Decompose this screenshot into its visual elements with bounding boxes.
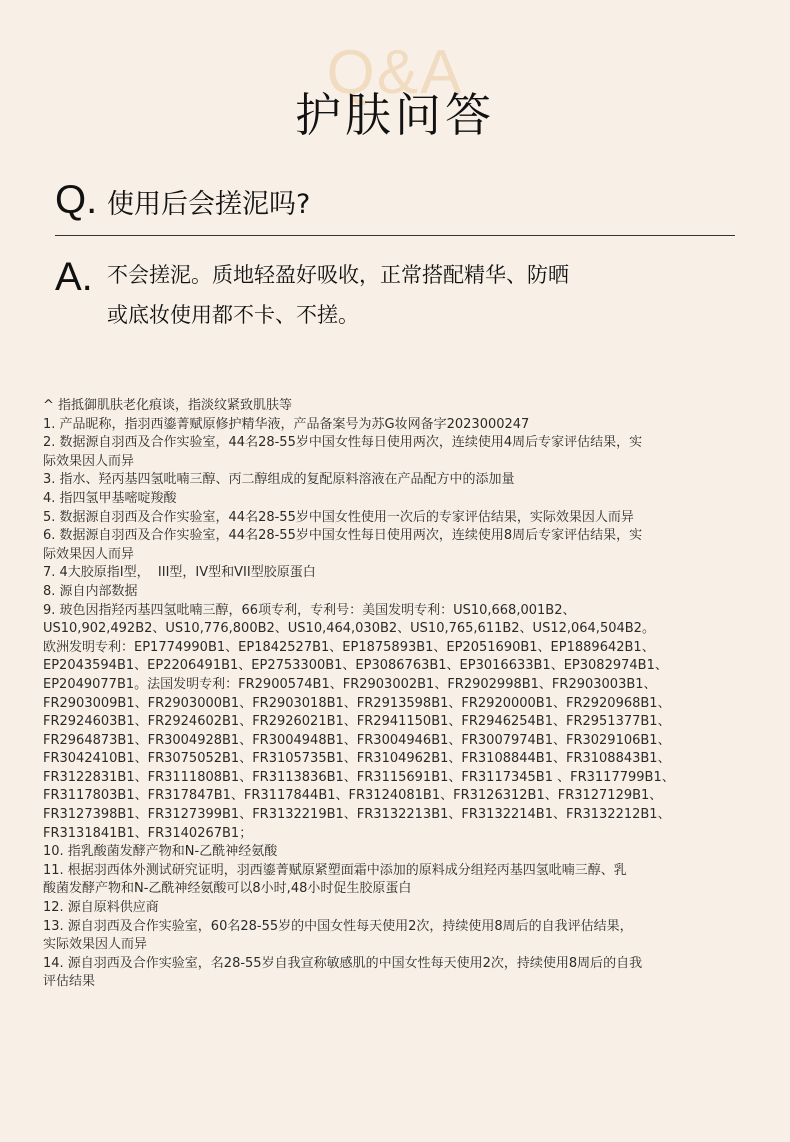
footnote-line: 7. 4大胶原指I型， III型，IV型和VII型胶原蛋白 [43,565,316,581]
footnote-line: 评估结果 [43,974,96,990]
footnote-line: 11. 根据羽西体外测试研究证明，羽西鎏菁赋原紧塑面霜中添加的原料成分组羟丙基四氢吡喃三醇、乳 [43,862,627,878]
footnote-line: 欧洲发明专利：EP1774990B1、EP1842527B1、EP1875893B1、EP2051690B1、EP1889642B1、 [43,639,655,655]
footnote-line: 6. 数据源自羽西及合作实验室，44名28-55岁中国女性每日使用两次，连续使用8周后专家评估结果，实 [43,528,643,544]
footnote-line: 4. 指四氢甲基嘧啶羧酸 [43,490,177,506]
footnote-line: FR3117803B1、FR317847B1、FR3117844B1、FR3124081B1、FR3126312B1、FR3127129B1、 [43,788,663,804]
answer-line: 不会搓泥。质地轻盈好吸收，正常搭配精华、防晒 [107,263,569,287]
footnote-line: FR3122831B1、FR3111808B1、FR3113836B1、FR3115691B1、FR3117345B1 、FR3117799B1、 [43,769,675,785]
footnote-line: FR3131841B1、FR3140267B1； [43,825,253,841]
answer-row [55,255,667,335]
footnote-line: 3. 指水、羟丙基四氢吡喃三醇、丙二醇组成的复配原料溶液在产品配方中的添加量 [43,472,515,488]
footnote-line: FR3042410B1、FR3075052B1、FR3105735B1、FR3104962B1、FR3108844B1、FR3108843B1、 [43,751,671,767]
answer-line: 或底妆使用都不卡、不搓。 [107,303,359,327]
footnote-line: 酸菌发酵产物和N-乙酰神经氨酸可以8小时,48小时促生胶原蛋白 [43,881,412,897]
footnote-line: FR3127398B1、FR3127399B1、FR3132219B1、FR3132213B1、FR3132214B1、FR3132212B1、 [43,807,671,823]
answer-marker: A. [55,255,93,299]
footnote-line: 5. 数据源自羽西及合作实验室，44名28-55岁中国女性使用一次后的专家评估结果，实际效果因人而异 [43,509,634,525]
footnote-line: FR2924603B1、FR2924602B1、FR2926021B1、FR2941150B1、FR2946254B1、FR2951377B1、 [43,714,671,730]
footnote-line: 实际效果因人而异 [43,937,148,953]
footnote-line: 2. 数据源自羽西及合作实验室，44名28-55岁中国女性每日使用两次，连续使用4周后专家评估结果，实 [43,435,643,451]
footnote-line: FR2964873B1、FR3004928B1、FR3004948B1、FR3004946B1、FR3007974B1、FR3029106B1、 [43,732,671,748]
footnote-line: 12. 源自原料供应商 [43,900,159,916]
footnote-line: EP2043594B1、EP2206491B1、EP2753300B1、EP3086763B1、EP3016633B1、EP3082974B1、 [43,658,668,674]
footnotes [43,397,755,992]
question-text: 使用后会搓泥吗? [107,189,311,220]
footnote-line: FR2903009B1、FR2903000B1、FR2903018B1、FR2913598B1、FR2920000B1、FR2920968B1、 [43,695,671,711]
footnote-line: EP2049077B1。法国发明专利：FR2900574B1、FR2903002B1、FR2902998B1、FR2903003B1、 [43,676,657,692]
footnote-line: 际效果因人而异 [43,453,135,469]
footnote-line: 13. 源自羽西及合作实验室，60名28-55岁的中国女性每天使用2次，持续使用8周后的自我评估结果， [43,918,633,934]
footnote-line: US10,902,492B2、US10,776,800B2、US10,464,030B2、US10,765,611B2、US12,064,504B2。 [43,621,655,637]
page-title: 护肤问答 [295,88,495,142]
footnote-line: ^ 指抵御肌肤老化痕谈，指淡纹紧致肌肤等 [43,398,293,413]
footnote-line: 1. 产品昵称，指羽西鎏菁赋原修护精华液，产品备案号为苏G妆网备字2023000247 [43,416,530,432]
footnote-line: 9. 玻色因指羟丙基四氢吡喃三醇，66项专利，专利号：美国发明专利：US10,668,001B2、 [43,602,576,618]
question-marker: Q. [55,178,98,222]
qa-watermark: Q&A [326,38,464,107]
footnote-line: 10. 指乳酸菌发酵产物和N-乙酰神经氨酸 [43,844,278,860]
footnote-line: 14. 源自羽西及合作实验室，名28-55岁自我宣称敏感肌的中国女性每天使用2次，持续使用8周后的自我 [43,955,643,971]
answer-text [107,255,667,335]
footnote-line: 8. 源自内部数据 [43,583,138,599]
footnote-line: 际效果因人而异 [43,546,135,562]
question-row [55,180,310,220]
qa-divider [55,235,735,236]
